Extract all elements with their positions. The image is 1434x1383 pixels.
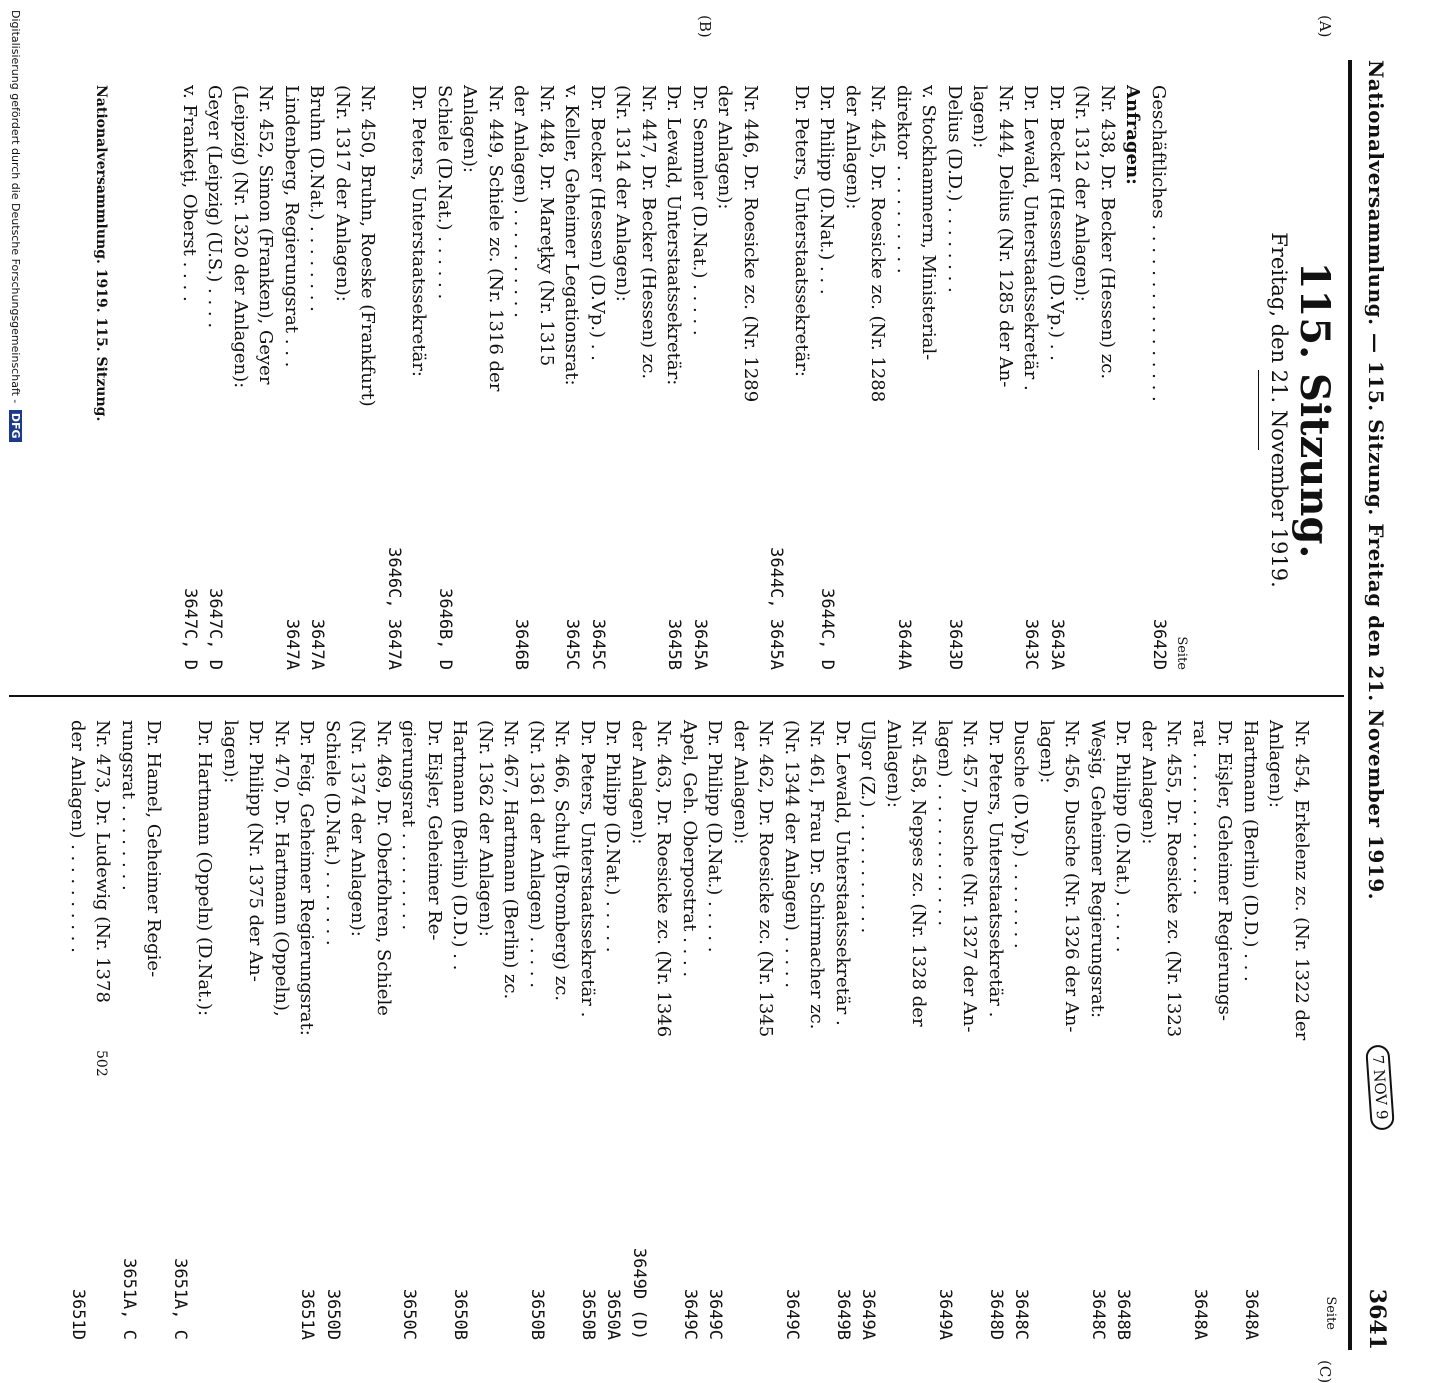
index-entry-page-ref: 3650C (399, 1288, 420, 1340)
index-entry-text: gierungsrat . . . . . . . . . (398, 720, 420, 931)
index-entry-text: Dr. Becker (Hessen) (D.Vp.) . . (1046, 85, 1067, 361)
index-entry (651, 720, 677, 1340)
index-entry (983, 720, 1009, 1340)
index-entry-page-ref: 3647A (282, 618, 302, 670)
index-entry-page-ref: 3651D (68, 1288, 88, 1340)
index-entry-text: Dr. Hamel, Geheimer Regie- (143, 720, 165, 978)
index-entry-text: Schiele (D.Nat.) . . . . . . (434, 85, 455, 300)
index-entry (498, 720, 524, 1340)
index-entry-page-ref: 3650B (450, 1288, 471, 1340)
index-entry (1085, 720, 1111, 1340)
footer-right: 502 (93, 1050, 109, 1077)
index-entry-text: Schiele (D.Nat.) . . . . . . . (322, 720, 343, 946)
index-entry (1146, 85, 1172, 670)
index-entry-page-ref: 3646B (511, 618, 532, 670)
index-entry (243, 720, 269, 1340)
index-entry (1044, 85, 1070, 670)
index-entry (1263, 720, 1289, 1340)
index-entry (1238, 720, 1264, 1340)
index-entry-text: Nr. 470, Dr. Hartmann (Oppeln), (271, 720, 292, 1017)
index-entry-page-ref: 3648A (1241, 1288, 1261, 1340)
index-entry-page-ref: 3644A (894, 618, 914, 670)
index-entry-text: Nr. 450, Bruhn, Roeske (Frankfurt) (357, 85, 379, 407)
index-entry (345, 720, 371, 1340)
index-entry-text: direktor . . . . . . . . . . (893, 85, 914, 274)
index-entry-text: der Anlagen): (842, 85, 863, 210)
dfg-credit-text: Digitalisierung gefördert durch die Deutsche Forschungsgemeinschaft - (9, 10, 22, 404)
index-entry-text: Dr. Peters, Unterstaatssekretär: (408, 85, 430, 377)
index-entry (1110, 720, 1136, 1340)
index-entry-text: Dr. Lewald, Unterstaatssekretär . (1020, 85, 1042, 391)
index-entry (279, 85, 305, 670)
index-entry (294, 720, 320, 1340)
index-entry-page-ref: 3649B (833, 1288, 853, 1340)
index-entry-text: Anfragen: (1122, 85, 1144, 185)
index-entry-page-ref: 3644C, D (817, 588, 838, 670)
running-header (1354, 60, 1394, 1350)
index-entry (865, 85, 891, 670)
margin-marker-c: (C) (1316, 1360, 1334, 1383)
index-entry-page-ref: 3649C (782, 1288, 802, 1340)
index-entry (830, 720, 856, 1340)
index-entry-text: der Anlagen): (628, 720, 649, 845)
index-entry-text: Dr. Philipp (D.Nat.) . . . . . (704, 720, 726, 953)
index-entry (432, 85, 458, 670)
index-entry (1187, 720, 1213, 1340)
index-entry (1161, 720, 1187, 1340)
index-entry (1069, 85, 1095, 670)
index-entry-text: Nr. 448, Dr. Mareţky (Nr. 1315 (536, 85, 557, 367)
index-entry-page-ref: 3649A (935, 1288, 955, 1340)
index-entry (524, 720, 550, 1340)
index-entry (728, 720, 754, 1340)
index-entry-text: Bruhn (D.Nat.) . . . . . . . . (306, 85, 328, 312)
left-seite-label: Seite (1174, 636, 1189, 670)
index-entry (228, 85, 254, 670)
index-entry (559, 85, 585, 670)
index-entry-text: Dr. Peters, Unterstaatssekretär . (985, 720, 1006, 1018)
index-entry-text: lagen) . . . . . . . . . . . . . (934, 720, 955, 927)
index-entry-page-ref: 3649C (680, 1288, 700, 1340)
index-entry-text: (Nr. 1344 der Anlagen) . . . . . (781, 720, 802, 988)
index-entry (304, 85, 330, 670)
index-entry-page-ref: 3644C, 3645A (766, 547, 787, 670)
index-entry-page-ref: 3648C (1011, 1288, 1032, 1340)
dfg-logo: DFG (9, 410, 22, 442)
index-entry-text: (Nr. 1314 der Anlagen): (612, 85, 634, 302)
index-entry-page-ref: 3645A (690, 618, 710, 670)
index-entry-text: v. Keller, Geheimer Legationsrat: (561, 85, 583, 386)
index-entry (1018, 85, 1044, 670)
index-entry-text: (Leipzig) (Nr. 1320 der Anlagen): (230, 85, 251, 389)
right-seite-label: Seite (1323, 1296, 1338, 1330)
index-entry-text: (Nr. 1362 der Anlagen): (475, 720, 496, 937)
index-entry-text: Nr. 467, Hartmann (Berlin) zc. (500, 720, 522, 1000)
index-entry (702, 720, 728, 1340)
index-entry-text: lagen): (969, 85, 991, 149)
index-entry (1059, 720, 1085, 1340)
index-entry (167, 720, 193, 1340)
index-entry-text: der Anlagen) . . . . . . . . . . (510, 85, 532, 318)
index-entry-text: Anlagen): (883, 720, 904, 808)
index-entry-text: Nr. 457, Dusche (Nr. 1327 der An- (959, 720, 981, 1033)
index-entry (320, 720, 346, 1340)
index-entry (406, 85, 432, 670)
index-entry-text: Nr. 446, Dr. Roesicke zc. (Nr. 1289 (740, 85, 761, 403)
index-entry-page-ref: 3651A (297, 1288, 318, 1340)
index-entry (330, 85, 356, 670)
index-entry (585, 85, 611, 670)
index-entry-text: Anlagen): (1265, 720, 1287, 808)
index-entry-text: Dr. Philipp (D.Nat.) . . . (816, 85, 838, 295)
index-entry (610, 85, 636, 670)
index-entry-text: Nr. 461, Frau Dr. Schirmacher zc. (806, 720, 828, 1030)
index-entry-text: Geyer (Leipzig) (U.S.) . . . . (204, 85, 226, 329)
index-entry (1034, 720, 1060, 1340)
index-entry-text: Dr. Peters, Unterstaatssekretär: (791, 85, 812, 377)
index-entry-text: Apel, Geh. Oberpostrat . . . . (679, 720, 700, 978)
index-entry (141, 720, 167, 1340)
title-rule (1258, 370, 1259, 450)
index-entry (355, 85, 381, 670)
index-entry (253, 85, 279, 670)
index-entry-text: Nr. 447, Dr. Becker (Hessen) zc. (638, 85, 659, 380)
index-entry (473, 720, 499, 1340)
index-entry-text: Dr. Hartmann (Oppeln) (D.Nat.): (194, 720, 216, 1017)
index-entry-text: Dr. Philipp (D.Nat.) . . . . . (1112, 720, 1134, 953)
session-date: Freitag, den 21. November 1919. (1267, 232, 1291, 588)
index-entry-page-ref: 3643A (1047, 618, 1067, 670)
index-entry (116, 720, 142, 1340)
index-entry (855, 720, 881, 1340)
index-entry-page-ref: 3650B (527, 1288, 547, 1340)
index-entry (814, 85, 840, 670)
index-entry-text: Nr. 444, Delius (Nr. 1285 der An- (995, 85, 1016, 388)
session-heading (1258, 200, 1338, 620)
margin-marker-b: (B) (696, 15, 714, 38)
index-entry-text: lagen): (220, 720, 241, 784)
index-entry-page-ref: 3643C (1021, 618, 1042, 670)
index-entry-page-ref: 3648C (1088, 1288, 1108, 1340)
index-entry (957, 720, 983, 1340)
index-entry-page-ref: 3649C (705, 1288, 726, 1340)
footer-left: Nationalversammlung. 1919. 115. Sitzung. (93, 85, 109, 422)
index-entry-page-ref: 3651A, C (119, 1258, 139, 1340)
index-entry-text: Dr. Eişler, Geheimer Re- (424, 720, 445, 941)
page-number: 3641 (1364, 1288, 1390, 1350)
index-entry (218, 720, 244, 1340)
index-entry (763, 85, 789, 670)
session-title: 115. Sitzung. (1291, 261, 1338, 559)
index-entry-page-ref: 3646C, 3647A (384, 547, 404, 670)
index-entry (65, 720, 91, 1340)
index-entry (789, 85, 815, 670)
index-entry (1120, 85, 1146, 670)
index-entry-text: Hartmann (Berlin) (D.D.) . . . (1240, 720, 1261, 982)
index-entry (626, 720, 652, 1340)
index-entry-text: Ulşor (Z.) . . . . . . . . . . . (857, 720, 879, 934)
index-entry-text: der Anlagen) . . . . . . . . . . (67, 720, 88, 953)
index-entry-text: der Anlagen): (730, 720, 751, 845)
index-entry (396, 720, 422, 1340)
index-entry (804, 720, 830, 1340)
index-entry-text: rat . . . . . . . . . . . . . (1189, 720, 1210, 896)
index-entry (575, 720, 601, 1340)
index-entry (1212, 720, 1238, 1340)
index-entry (993, 85, 1019, 670)
index-entry (508, 85, 534, 670)
margin-marker-a: (A) (1316, 15, 1334, 38)
index-entry (549, 720, 575, 1340)
index-entry (1095, 85, 1121, 670)
index-entry-page-ref: 3650A (603, 1288, 624, 1340)
index-entry-text: rungsrat . . . . . . . . (118, 720, 139, 891)
index-entry (967, 85, 993, 670)
index-entry (753, 720, 779, 1340)
index-entry-page-ref: 3651A, C (170, 1258, 190, 1340)
library-stamp: 7 NOV 9 (1365, 1044, 1395, 1130)
index-entry (932, 720, 958, 1340)
dfg-credit (9, 10, 22, 442)
index-entry-text: (Nr. 1361 der Anlagen) . . . . . (526, 720, 547, 988)
index-entry (177, 85, 203, 670)
index-entry-text: Nr. 458, Nepşes zc. (Nr. 1328 der (908, 720, 930, 1027)
index-entry-text: Dusche (D.Vp.) . . . . . . . . (1010, 720, 1032, 949)
index-entry (891, 85, 917, 670)
column-divider (9, 695, 1344, 697)
index-entry-text: Nr. 449, Schiele zc. (Nr. 1316 der (485, 85, 506, 392)
index-entry-text: Nr. 454, Erkelenz zc. (Nr. 1322 der (1291, 720, 1312, 1041)
index-entry-text: Geschäftliches . . . . . . . . . . . . . . . . (1148, 85, 1169, 402)
index-entry-text: Dr. Lewald, Unterstaatssekretär . (832, 720, 853, 1026)
index-entry-text: (Nr. 1374 der Anlagen): (347, 720, 369, 937)
index-entry-text: der Anlagen): (714, 85, 736, 210)
index-entry-page-ref: 3648D (986, 1288, 1006, 1340)
index-entry-page-ref: 3648B (1113, 1288, 1134, 1340)
index-entry-page-ref: 3647C, D (205, 588, 226, 670)
index-entry (779, 720, 805, 1340)
index-entry (371, 720, 397, 1340)
index-entry-text: Nr. 469, Dr. Oberfohren, Schiele (373, 720, 394, 1016)
index-entry (881, 720, 907, 1340)
index-entry-page-ref: 3645C (562, 618, 583, 670)
index-entry-text: v. Frankeţi, Oberst . . . . (179, 85, 200, 302)
index-entry-page-ref: 3642D (1149, 618, 1169, 670)
index-entry-text: Hartmann (Berlin) (D.D.) . . (449, 720, 471, 971)
index-entry (381, 85, 407, 670)
index-entry-text: Dr. Philipp (Nr. 1375 der An- (245, 720, 267, 982)
index-entry-text: Nr. 445, Dr. Roesicke zc. (Nr. 1288 (867, 85, 889, 403)
index-entry (942, 85, 968, 670)
index-entry-page-ref: 3650B (578, 1288, 598, 1340)
index-entry-page-ref: 3647C, D (180, 588, 200, 670)
index-entry (636, 85, 662, 670)
index-entry-text: Nr. 462, Dr. Roesicke zc. (Nr. 1345 (755, 720, 777, 1038)
index-entry-text: Nr. 473, Dr. Ludewig (Nr. 1378 (92, 720, 114, 1003)
index-entry (1008, 720, 1034, 1340)
index-entry (447, 720, 473, 1340)
index-entry-text: v. Stockhammern, Ministerial- (918, 85, 940, 361)
index-entry-text: Nr. 455, Dr. Roesicke zc. (Nr. 1323 (1163, 720, 1185, 1038)
index-entry-text: lagen): (1036, 720, 1057, 784)
index-entry-text: (Nr. 1317 der Anlagen): (332, 85, 353, 302)
index-entry (422, 720, 448, 1340)
right-index-column (65, 720, 1315, 1340)
index-entry-text: Nr. 466, Schulţ (Bromberg) zc. (551, 720, 573, 1002)
index-entry (483, 85, 509, 670)
index-entry-text: Delius (D.D.) . . . . . . . . (944, 85, 965, 293)
index-entry (192, 720, 218, 1340)
index-entry-text: Dr. Philipp (D.Nat.) . . . . . (602, 720, 624, 953)
index-entry-text: Dr. Semmler (D.Nat.) . . . . . (689, 85, 710, 336)
index-entry-page-ref: 3646B, D (435, 588, 455, 670)
index-entry-text: Nr. 438, Dr. Becker (Hessen) zc. (1097, 85, 1118, 380)
index-entry-page-ref: 3649A (858, 1288, 879, 1340)
index-entry-text: Lindenberg, Regierungsrat . . . (281, 85, 302, 368)
index-entry (712, 85, 738, 670)
index-entry-page-ref: 3647A (307, 618, 328, 670)
index-entry (661, 85, 687, 670)
index-entry-page-ref: 3649D (D) (629, 1247, 649, 1340)
running-header-text: Nationalversammlung. — 115. Sitzung. Freitag den 21. November 1919. (1364, 60, 1388, 901)
index-entry (534, 85, 560, 670)
index-entry (269, 720, 295, 1340)
index-entry (687, 85, 713, 670)
index-entry-text: Dr. Eişler, Geheimer Regierungs- (1214, 720, 1236, 1021)
index-entry-text: Nr. 463, Dr. Roesicke zc. (Nr. 1346 (653, 720, 675, 1038)
index-entry (1136, 720, 1162, 1340)
index-entry (916, 85, 942, 670)
index-entry (738, 85, 764, 670)
index-entry (90, 720, 116, 1340)
header-rule (1348, 60, 1352, 1350)
index-entry-text: Dr. Peters, Unterstaatssekretär . (577, 720, 598, 1018)
index-entry-text: Weşig, Geheimer Regierungsrat: (1087, 720, 1108, 1019)
index-entry (677, 720, 703, 1340)
index-entry-text: Dr. Lewald, Unterstaatssekretär: (663, 85, 685, 386)
index-entry-text: Anlagen): (459, 85, 481, 173)
index-entry-text: Nr. 452, Simon (Franken), Geyer (255, 85, 277, 385)
index-entry (202, 85, 228, 670)
index-entry (457, 85, 483, 670)
index-entry-page-ref: 3650D (323, 1288, 343, 1340)
index-entry (840, 85, 866, 670)
index-entry (906, 720, 932, 1340)
left-index-column (177, 85, 1172, 670)
index-entry (1289, 720, 1315, 1340)
index-entry-page-ref: 3645B (664, 618, 685, 670)
index-entry-text: (Nr. 1312 der Anlagen): (1071, 85, 1093, 302)
index-entry-page-ref: 3648A (1190, 1288, 1210, 1340)
index-entry-text: der Anlagen): (1138, 720, 1159, 845)
index-entry-text: Dr. Feig, Geheimer Regierungsrat: (296, 720, 318, 1036)
index-entry (600, 720, 626, 1340)
index-entry-text: Dr. Becker (Hessen) (D.Vp.) . . (587, 85, 608, 361)
index-entry-text: Nr. 456, Dusche (Nr. 1326 der An- (1061, 720, 1083, 1033)
index-entry-page-ref: 3643D (945, 618, 965, 670)
index-entry-page-ref: 3645C (588, 618, 608, 670)
